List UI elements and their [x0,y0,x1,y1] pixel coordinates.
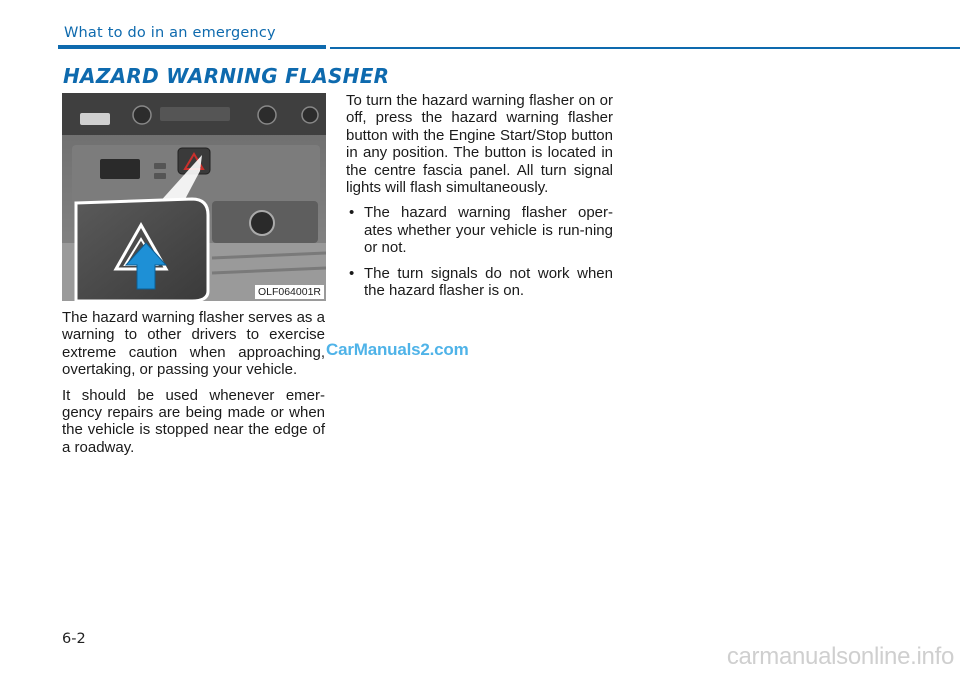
notes-list [346,204,613,299]
watermark-link[interactable]: CarManuals2.com [326,340,469,359]
intro-paragraph: The hazard warning flasher serves as a warning to other drivers to exercise extreme caution when approaching, overtaking, or passing your vehicle. [62,309,325,379]
list-item: • The turn signals do not work when the hazard flasher is on. [346,265,613,300]
usage-paragraph: It should be used whenever emer-gency repairs are being made or when the vehicle is stopped near the edge of a roadway. [62,386,325,456]
page-number: 6-2 [62,631,86,647]
header-rule-thick [58,45,326,49]
list-item: • The hazard warning flasher oper-ates whether your vehicle is run-ning or not. [346,204,613,256]
footer-watermark: carmanualsonline.info [726,643,954,670]
hazard-button-photo [62,93,326,301]
section-header: What to do in an emergency [64,25,276,41]
right-column [346,92,613,307]
header-rule-thin [330,47,960,49]
figure-code: OLF064001R [255,285,324,299]
page-title: HAZARD WARNING FLASHER [63,64,390,88]
dashboard-illustration [62,93,326,301]
left-column [62,309,325,464]
operation-paragraph: To turn the hazard warning flasher on or off, press the hazard warning flasher button with the Engine Start/Stop button in any position. The button is located in the centre fascia panel. All turn signal lights will flash simultaneously. [346,92,613,197]
